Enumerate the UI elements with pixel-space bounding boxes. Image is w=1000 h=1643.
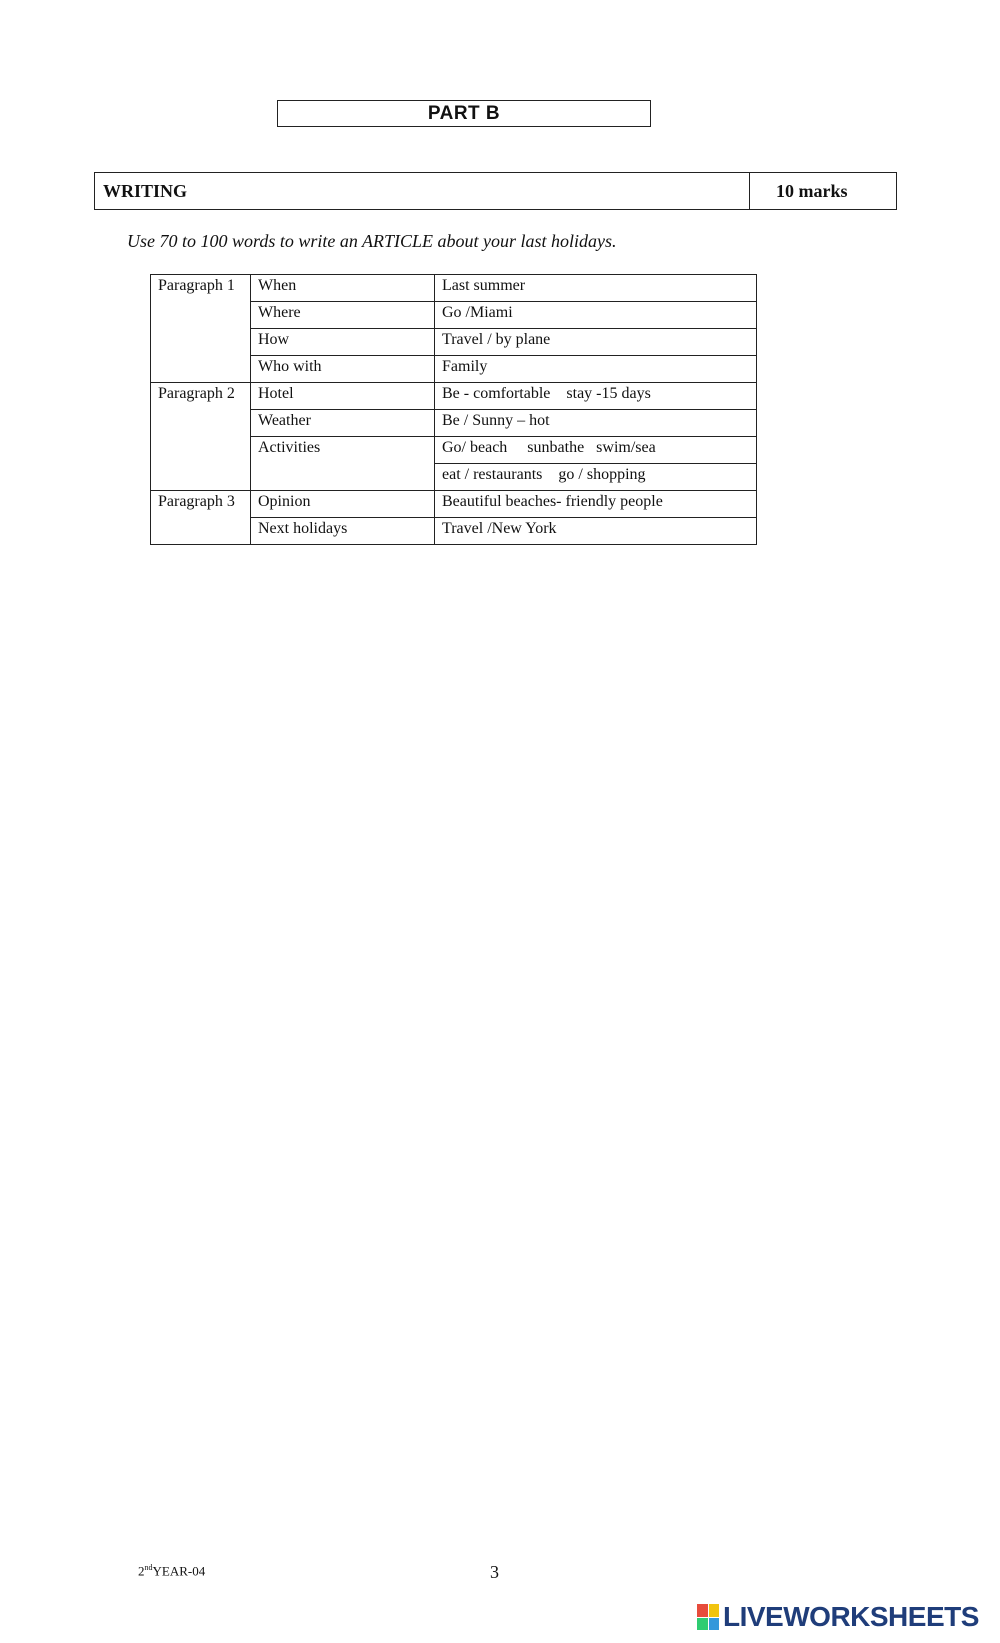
footer-code-sup: nd (144, 1563, 153, 1572)
row-key: When (251, 275, 435, 302)
row-value: Family (435, 356, 757, 383)
liveworksheets-logo (697, 1602, 979, 1632)
paragraph-3-label: Paragraph 3 (151, 491, 251, 545)
row-key: Activities (251, 437, 435, 491)
page-number: 3 (490, 1562, 499, 1582)
writing-header (94, 172, 897, 210)
row-value: Go/ beach sunbathe swim/sea (435, 437, 757, 464)
row-value: Go /Miami (435, 302, 757, 329)
row-value: Last summer (435, 275, 757, 302)
row-key: Next holidays (251, 518, 435, 545)
row-key: How (251, 329, 435, 356)
row-value: eat / restaurants go / shopping (435, 464, 757, 491)
paragraph-1-label: Paragraph 1 (151, 275, 251, 383)
writing-instruction: Use 70 to 100 words to write an ARTICLE about your last holidays. (127, 231, 617, 251)
row-key: Opinion (251, 491, 435, 518)
row-value: Travel /New York (435, 518, 757, 545)
row-value: Beautiful beaches- friendly people (435, 491, 757, 518)
writing-marks: 10 marks (776, 180, 848, 201)
table-row (151, 491, 757, 518)
table-row (151, 275, 757, 302)
article-plan-table (150, 274, 757, 545)
footer-code (138, 1563, 205, 1579)
row-key: Hotel (251, 383, 435, 410)
table-row (151, 383, 757, 410)
writing-label: WRITING (95, 173, 750, 209)
footer-code-prefix: 2 (138, 1563, 145, 1579)
row-key: Who with (251, 356, 435, 383)
paragraph-2-label: Paragraph 2 (151, 383, 251, 491)
row-value: Travel / by plane (435, 329, 757, 356)
row-value: Be - comfortable stay -15 days (435, 383, 757, 410)
row-key: Where (251, 302, 435, 329)
part-title: PART B (277, 100, 651, 127)
footer-code-suffix: YEAR-04 (152, 1563, 206, 1579)
logo-text: LIVEWORKSHEETS (723, 1601, 979, 1632)
row-value: Be / Sunny – hot (435, 410, 757, 437)
logo-icon (697, 1604, 719, 1630)
row-key: Weather (251, 410, 435, 437)
